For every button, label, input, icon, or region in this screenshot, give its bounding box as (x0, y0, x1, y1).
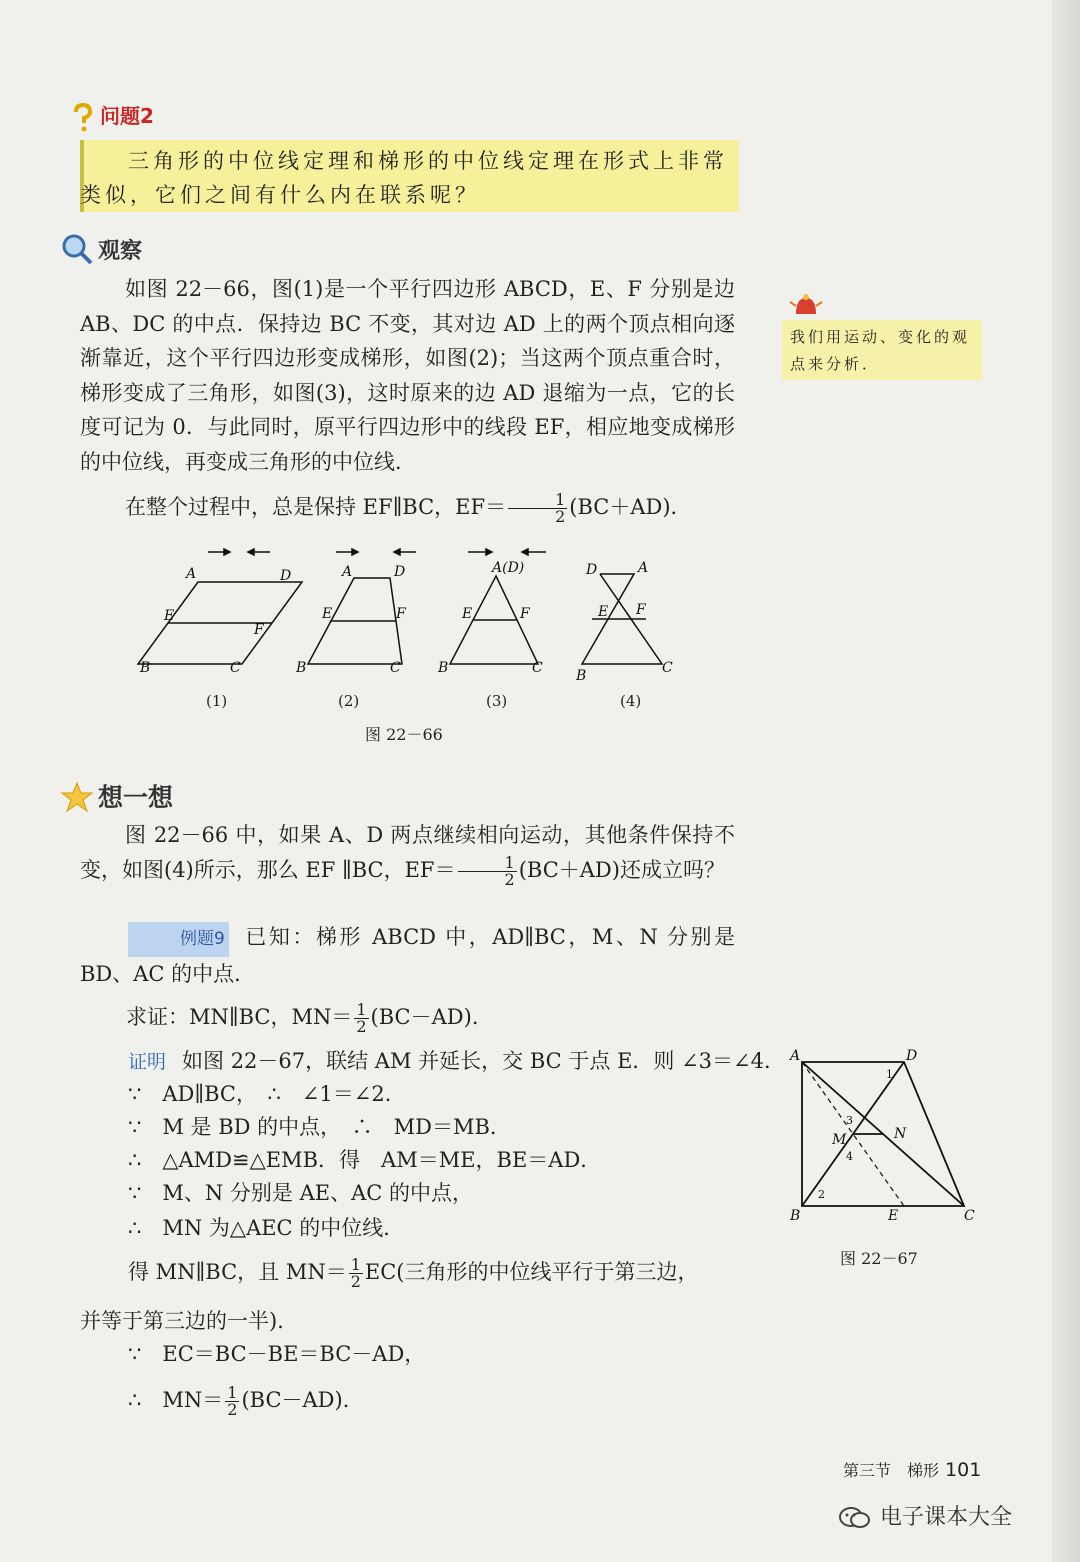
fig66-3-label-e: E (462, 606, 473, 622)
proof-line: ∵ AD∥BC， ∴ ∠1＝∠2． (128, 1082, 406, 1106)
magnifier-icon (60, 232, 94, 272)
fig66-3-label-c: C (532, 660, 543, 676)
example9-known (80, 920, 735, 991)
brand-text: 电子课本大全 (880, 1505, 1013, 1530)
proof-line-ec: ∵ EC＝BC－BE＝BC－AD， (128, 1342, 426, 1366)
fraction-half (354, 1002, 368, 1035)
figure-67-caption: 图 22－67 (840, 1249, 918, 1268)
fig66-2-label-e: E (322, 606, 333, 622)
think-question-text: 图 22－66 中，如果 A、D 两点继续相向运动，其他条件保持不变，如图(4)所示，那么 EF ∥BC，EF＝ (80, 823, 735, 882)
proof-intro-text: 如图 22－67，联结 AM 并延长，交 BC 于点 E．则 ∠3＝∠4． (182, 1049, 785, 1073)
proof-line: ∴ △AMD≌△EMB．得 AM＝ME，BE＝AD． (128, 1148, 602, 1172)
fraction-half (508, 492, 567, 525)
fraction-denominator: 2 (356, 1017, 367, 1036)
figure-22-66 (130, 540, 690, 720)
fig66-1-label-d: D (280, 568, 292, 584)
observe-title: 观察 (98, 239, 143, 264)
example9-label: 例题9 (128, 922, 229, 957)
example9-known-text: 已知：梯形 ABCD 中，AD∥BC，M、N 分别是 BD、AC 的中点． (80, 925, 735, 986)
proof-got (128, 1256, 698, 1290)
question-mark-icon (72, 103, 94, 133)
problem2-text: 三角形的中位线定理和梯形的中位线定理在形式上非常类似，它们之间有什么内在联系呢？ (80, 149, 728, 207)
fig66-3-label-f: F (520, 606, 530, 622)
proof-got-prefix: 得 MN∥BC，且 MN＝ (128, 1260, 347, 1284)
observe-formula-suffix: (BC＋AD)． (569, 495, 692, 519)
fig66-3-label-ad: A(D) (492, 560, 525, 576)
fraction-half (225, 1385, 239, 1418)
fraction-numerator: 1 (508, 492, 567, 509)
proof-line: ∵ M 是 BD 的中点， ∴ MD＝MB． (128, 1115, 511, 1139)
proof-label: 证明 (128, 1051, 167, 1073)
fig67-label-d: D (906, 1048, 918, 1064)
fig67-label-a: A (790, 1048, 801, 1064)
fig66-2-label-b: B (296, 660, 307, 676)
fig66-2-label-f: F (396, 606, 406, 622)
fig66-3-label-b: B (438, 660, 449, 676)
fig66-4-label-c: C (662, 660, 673, 676)
observe-formula-prefix: 在整个过程中，总是保持 EF∥BC，EF＝ (125, 495, 507, 519)
proof-final-prefix: ∴ MN＝ (128, 1388, 224, 1412)
proof-line: ∴ MN 为△AEC 的中位线． (128, 1216, 405, 1240)
figure-66-caption: 图 22－66 (365, 725, 443, 744)
fig66-2-label-d: D (394, 564, 406, 580)
fig66-subcaption-3: (3) (486, 692, 508, 710)
fig66-1-label-f: F (254, 622, 264, 638)
fig67-angle-2: 2 (818, 1188, 825, 1201)
page-number: 101 (945, 1459, 982, 1481)
fig66-subcaption-1: (1) (206, 692, 228, 710)
example9-prove (126, 1000, 726, 1035)
proof-final-suffix: (BC－AD)． (241, 1388, 364, 1412)
fig66-4-label-f: F (636, 602, 646, 618)
fig66-4-label-b: B (576, 668, 587, 684)
fig66-1-label-e: E (164, 608, 175, 624)
footer-section: 第三节 梯形 (843, 1461, 940, 1480)
fig67-label-b: B (790, 1208, 801, 1224)
example9-prove-suffix: (BC－AD)． (370, 1005, 493, 1029)
fig67-angle-4: 4 (846, 1150, 853, 1163)
think-heading (60, 778, 173, 819)
arrows-1 (208, 549, 270, 555)
fig66-1-label-a: A (186, 566, 197, 582)
fig66-1-label-c: C (230, 660, 241, 676)
observe-formula (80, 490, 735, 525)
fraction-numerator: 1 (356, 1000, 367, 1019)
proof-intro (128, 1045, 785, 1078)
fig66-2-label-c: C (390, 660, 401, 676)
fig67-label-e: E (888, 1208, 899, 1224)
proof-got-cont: 并等于第三边的一半)． (80, 1309, 299, 1333)
fig66-4-label-d: D (586, 562, 598, 578)
page-footer (843, 1458, 981, 1481)
page-edge (1052, 0, 1080, 1562)
fraction-denominator: 2 (504, 869, 515, 889)
fig66-subcaption-2: (2) (338, 692, 360, 710)
fig66-1-label-b: B (140, 660, 151, 676)
proof-final (128, 1384, 364, 1418)
problem2-label: 问题2 (100, 104, 154, 128)
fraction-denominator: 2 (555, 507, 566, 526)
think-title: 想一想 (98, 783, 174, 812)
fig67-angle-1: 1 (886, 1068, 893, 1081)
fig66-subcaption-4: (4) (620, 692, 642, 710)
wechat-icon (838, 1506, 872, 1530)
think-question-suffix: (BC＋AD)还成立吗？ (518, 857, 725, 882)
fraction-numerator: 1 (227, 1383, 238, 1402)
fig67-label-n: N (894, 1126, 907, 1142)
observe-paragraph: 如图 22－66，图(1)是一个平行四边形 ABCD，E、F 分别是边 AB、DC 的中点．保持边 BC 不变，其对边 AD 上的两个顶点相向逐渐靠近，这个平行四边形变成梯形，如图(2)；当这两个顶点重合时，梯形变成了三角形，如图(3)，这时原来的边 AD 退缩为一点，它的长度可记为 0．与此同时，原平行四边形中的线段 EF，相应地变成梯形的中位线，再变成三角形的中位线． (80, 277, 735, 474)
arrows-2 (336, 549, 416, 555)
fraction-half (458, 852, 517, 889)
proof-line: ∵ M、N 分别是 AE、AC 的中点， (128, 1181, 473, 1205)
fig66-2-label-a: A (342, 564, 353, 580)
arrows-3 (468, 549, 546, 555)
fraction-half (349, 1257, 363, 1290)
star-icon (60, 781, 94, 819)
fraction-denominator: 2 (350, 1272, 361, 1291)
brand-watermark (838, 1500, 1012, 1531)
example9-prove-prefix: 求证：MN∥BC，MN＝ (126, 1005, 353, 1029)
think-question (80, 818, 735, 888)
fraction-numerator: 1 (458, 855, 517, 872)
proof-got-suffix: EC(三角形的中位线平行于第三边， (364, 1260, 699, 1284)
fraction-numerator: 1 (350, 1255, 361, 1274)
figure-22-67 (780, 1040, 990, 1225)
fig67-label-m: M (832, 1132, 847, 1148)
fig67-label-c: C (964, 1208, 975, 1224)
fig66-4-label-a: A (638, 560, 649, 576)
problem2-heading (72, 100, 154, 133)
observe-heading (60, 232, 142, 272)
fig67-angle-3: 3 (846, 1114, 853, 1127)
fig66-4-label-e: E (598, 604, 609, 620)
fraction-denominator: 2 (227, 1400, 238, 1419)
side-note: 我们用运动、变化的观点来分析． (782, 320, 982, 380)
